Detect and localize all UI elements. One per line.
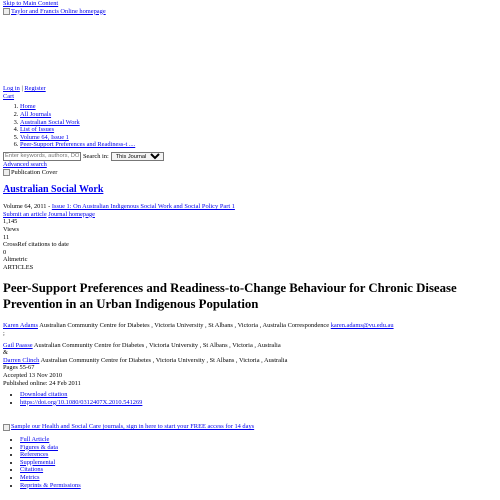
authors xyxy=(3,322,497,364)
views-label: Views xyxy=(3,225,19,233)
download-citation-link[interactable]: Download citation xyxy=(20,391,68,399)
tab-item xyxy=(20,451,497,459)
article-tabs xyxy=(3,436,497,489)
logo-alt-text[interactable]: Taylor and Francis Online homepage xyxy=(11,7,106,15)
breadcrumb-item xyxy=(20,119,497,127)
tab-item xyxy=(20,466,497,474)
login-link[interactable]: Log in xyxy=(3,85,20,93)
tab-item xyxy=(20,436,497,444)
breadcrumb-item xyxy=(20,103,497,111)
cover-alt-text: Publication Cover xyxy=(11,168,58,176)
volume-text: Volume 64, 2011 - xyxy=(3,203,52,211)
search-bar xyxy=(3,152,497,161)
logo-link[interactable] xyxy=(3,8,497,16)
header-spacer xyxy=(3,15,497,85)
doi-link[interactable]: https://doi.org/10.1080/0312407X.2010.541269 xyxy=(20,398,143,406)
list-item xyxy=(20,399,497,407)
breadcrumb-issue[interactable]: Volume 64, Issue 1 xyxy=(20,133,69,141)
author-name-link[interactable]: Darren Clinch xyxy=(3,356,40,364)
tab-metrics[interactable]: Metrics xyxy=(20,473,40,481)
tab-figures-data[interactable]: Figures & data xyxy=(20,443,58,451)
promo-banner-link[interactable] xyxy=(3,423,497,431)
broken-image-icon xyxy=(3,424,10,431)
author-email-link[interactable]: karen.adams@vu.edu.au xyxy=(330,322,394,330)
search-scope-select[interactable] xyxy=(111,152,164,161)
skip-to-main-link[interactable]: Skip to Main Content xyxy=(3,0,59,7)
article-title: Peer-Support Preferences and Readiness-to-Change Behaviour for Chronic Disease Prevention in an Urban Indigenous Population xyxy=(3,281,457,311)
journal-homepage-link[interactable]: Journal homepage xyxy=(48,210,95,218)
views-count: 1,145 xyxy=(3,218,18,226)
article-metrics xyxy=(3,218,497,264)
author-name-link[interactable]: Karen Adams xyxy=(3,322,38,330)
crossref-label: CrossRef citations to date xyxy=(3,241,69,249)
search-in-label: Search in: xyxy=(83,152,109,160)
register-link[interactable]: Register xyxy=(24,85,46,93)
tab-item xyxy=(20,444,497,452)
altmetric-count: 0 xyxy=(3,248,7,256)
breadcrumb-journal[interactable]: Australian Social Work xyxy=(20,118,80,126)
broken-image-icon xyxy=(3,8,10,15)
breadcrumb xyxy=(3,103,497,149)
author-entry xyxy=(3,322,497,330)
altmetric-label: Altmetric xyxy=(3,256,28,264)
tab-item xyxy=(20,482,497,490)
tab-citations[interactable]: Citations xyxy=(20,466,44,474)
accepted-date: Accepted 13 Nov 2010 xyxy=(3,372,63,380)
breadcrumb-item xyxy=(20,141,497,149)
author-entry xyxy=(3,357,497,365)
crossref-count: 11 xyxy=(3,233,10,241)
journal-title-link[interactable]: Australian Social Work xyxy=(3,184,104,196)
tab-item xyxy=(20,474,497,482)
breadcrumb-home[interactable]: Home xyxy=(20,103,36,111)
list-item xyxy=(20,391,497,399)
advanced-search-link[interactable]: Advanced search xyxy=(3,160,47,168)
journal-volume-line xyxy=(3,203,497,211)
breadcrumb-article[interactable]: Peer-Support Preferences and Readiness-t .... xyxy=(20,141,136,149)
section-label: ARTICLES xyxy=(3,263,34,271)
broken-image-icon xyxy=(3,169,10,176)
publication-cover xyxy=(3,169,497,177)
author-affiliation: Australian Community Centre for Diabetes , Victoria University , St Albans , Victoria , Australia xyxy=(33,341,281,349)
published-date: Published online: 24 Feb 2011 xyxy=(3,379,81,387)
author-separator: & xyxy=(3,349,8,357)
author-affiliation: Australian Community Centre for Diabetes , Victoria University , St Albans , Victoria , Australia xyxy=(40,356,288,364)
article-actions xyxy=(3,391,497,406)
journal-actions xyxy=(3,211,497,219)
account-separator: | xyxy=(21,85,23,93)
breadcrumb-all-journals[interactable]: All Journals xyxy=(20,110,52,118)
promo-alt-text[interactable]: Sample our Health and Social Care journals, sign in here to start your FREE access for 14 days xyxy=(11,423,255,431)
author-affiliation: Australian Community Centre for Diabetes , Victoria University , St Albans , Victoria , Australia Correspondence xyxy=(39,322,330,330)
journal-title xyxy=(3,184,497,196)
tab-item xyxy=(20,459,497,467)
tab-reprints-permissions[interactable]: Reprints & Permissions xyxy=(20,481,81,489)
search-input[interactable] xyxy=(3,152,81,161)
tab-full-article[interactable]: Full Article xyxy=(20,436,50,443)
tab-references[interactable]: References xyxy=(20,451,49,459)
account-links xyxy=(3,85,497,93)
breadcrumb-item xyxy=(20,134,497,142)
submit-article-link[interactable]: Submit an article xyxy=(3,210,47,218)
breadcrumb-item xyxy=(20,126,497,134)
tab-supplemental[interactable]: Supplemental xyxy=(20,458,56,466)
breadcrumb-item xyxy=(20,111,497,119)
author-name-link[interactable]: Gail Paasse xyxy=(3,341,33,349)
cart-link[interactable]: Cart xyxy=(3,92,15,100)
article-pages: Pages 55-67 xyxy=(3,364,35,372)
author-separator: ; xyxy=(3,330,5,338)
breadcrumb-list-of-issues[interactable]: List of Issues xyxy=(20,126,55,134)
author-entry xyxy=(3,342,497,350)
issue-link[interactable]: Issue 1: On Australian Indigenous Social Work and Social Policy Part 1 xyxy=(51,203,235,211)
